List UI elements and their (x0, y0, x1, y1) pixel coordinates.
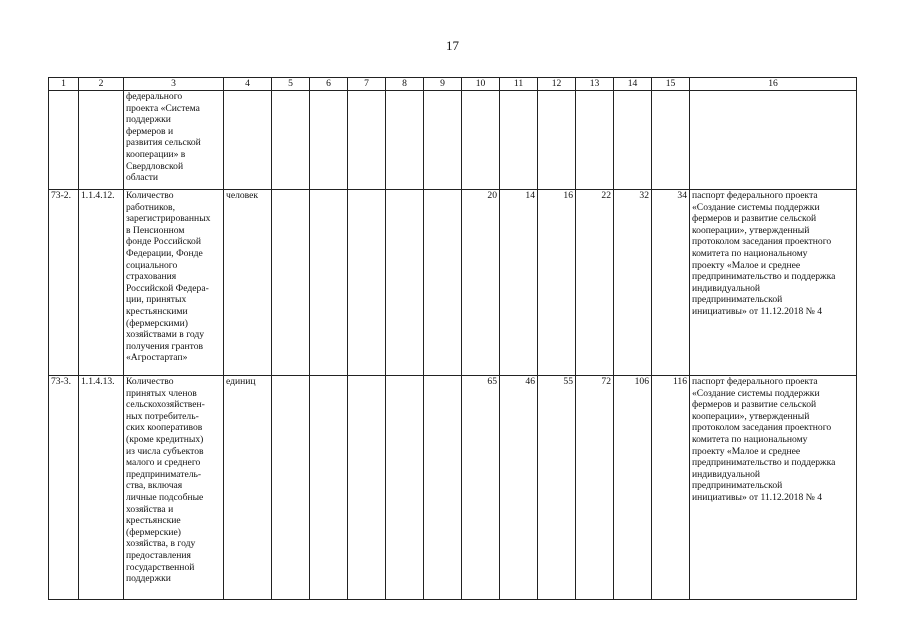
column-header: 3 (124, 78, 224, 91)
value-cell (652, 91, 690, 190)
table-row (49, 91, 857, 190)
column-header: 4 (224, 78, 272, 91)
column-header: 12 (538, 78, 576, 91)
column-header: 14 (614, 78, 652, 91)
table-row (49, 376, 857, 600)
value-cell: 14 (500, 190, 538, 376)
source-cell (690, 91, 857, 190)
column-header: 2 (79, 78, 124, 91)
value-cell (424, 91, 462, 190)
indicator-name: Количество работников, зарегистрированных в Пенсионном фонде Российской Федерации, Фонде социального страхования Российской Федера- ции, принятых крестьянскими (фермерскими) хозяйствами в году получения грантов «Агростартап» (124, 190, 224, 376)
table-row (49, 190, 857, 376)
value-cell (348, 91, 386, 190)
column-header: 8 (386, 78, 424, 91)
unit-cell (224, 91, 272, 190)
row-number: 73-3. (49, 376, 79, 600)
value-cell (272, 190, 310, 376)
value-cell (310, 190, 348, 376)
value-cell (348, 376, 386, 600)
value-cell (424, 190, 462, 376)
column-numbers-row (49, 78, 857, 91)
indicator-name: федерального проекта «Система поддержки фермеров и развития сельской кооперации» в Свердловской области (124, 91, 224, 190)
value-cell (500, 91, 538, 190)
value-cell (272, 91, 310, 190)
value-cell (310, 376, 348, 600)
source-cell: паспорт федерального проекта «Создание системы поддержки фермеров и развитие сельской кооперации», утвержденный протоколом заседания проектного комитета по национальному проекту «Малое и среднее предпринимательство и поддержка индивидуальной предпринимательской инициативы» от 11.12.2018 № 4 (690, 376, 857, 600)
value-cell (386, 376, 424, 600)
value-cell (272, 376, 310, 600)
unit-cell: единиц (224, 376, 272, 600)
value-cell (386, 91, 424, 190)
value-cell (386, 190, 424, 376)
value-cell (424, 376, 462, 600)
column-header: 16 (690, 78, 857, 91)
column-header: 11 (500, 78, 538, 91)
row-code (79, 91, 124, 190)
value-cell: 72 (576, 376, 614, 600)
value-cell (614, 91, 652, 190)
indicator-name: Количество принятых членов сельскохозяйствен- ных потребитель- ских кооперативов (кроме кредитных) из числа субъектов малого и среднего предприниматель- ства, включая личные подсобные хозяйства и крестьянские (фермерские) хозяйства, в году предоставления государственной поддержки (124, 376, 224, 600)
column-header: 1 (49, 78, 79, 91)
row-number: 73-2. (49, 190, 79, 376)
column-header: 9 (424, 78, 462, 91)
value-cell (348, 190, 386, 376)
value-cell: 34 (652, 190, 690, 376)
row-code: 1.1.4.13. (79, 376, 124, 600)
value-cell (538, 91, 576, 190)
value-cell: 65 (462, 376, 500, 600)
value-cell: 22 (576, 190, 614, 376)
unit-cell: человек (224, 190, 272, 376)
column-header: 13 (576, 78, 614, 91)
column-header: 15 (652, 78, 690, 91)
value-cell (462, 91, 500, 190)
value-cell: 16 (538, 190, 576, 376)
value-cell: 20 (462, 190, 500, 376)
source-cell: паспорт федерального проекта «Создание системы поддержки фермеров и развитие сельской кооперации», утвержденный протоколом заседания проектного комитета по национальному проекту «Малое и среднее предпринимательство и поддержка индивидуальной предпринимательской инициативы» от 11.12.2018 № 4 (690, 190, 857, 376)
row-code: 1.1.4.12. (79, 190, 124, 376)
column-header: 10 (462, 78, 500, 91)
column-header: 6 (310, 78, 348, 91)
value-cell: 106 (614, 376, 652, 600)
indicators-table (48, 77, 857, 600)
column-header: 5 (272, 78, 310, 91)
value-cell: 116 (652, 376, 690, 600)
column-header: 7 (348, 78, 386, 91)
value-cell: 32 (614, 190, 652, 376)
value-cell (576, 91, 614, 190)
row-number (49, 91, 79, 190)
page-number: 17 (446, 38, 459, 53)
value-cell: 46 (500, 376, 538, 600)
value-cell: 55 (538, 376, 576, 600)
value-cell (310, 91, 348, 190)
